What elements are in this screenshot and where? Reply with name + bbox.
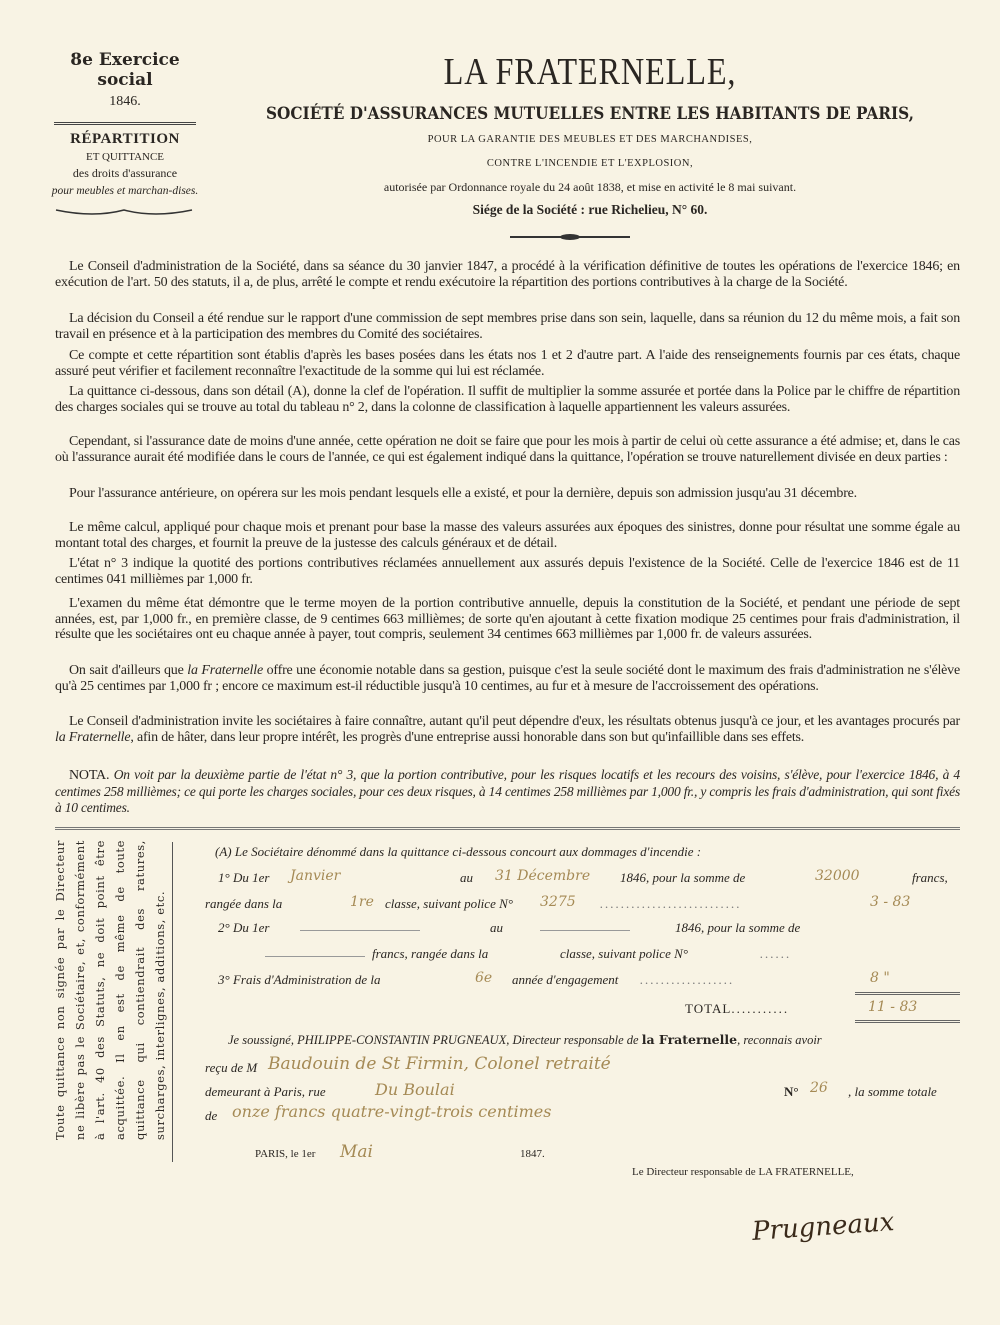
row1-sum[interactable]: 32000 xyxy=(815,868,860,884)
exercise-label: 8e Exercice social xyxy=(70,50,180,90)
row2-au: au xyxy=(490,920,503,935)
francs-label: francs, xyxy=(912,870,948,885)
paragraph-8: L'état n° 3 indique la quotité des portions contributives réclamées annuellement aux assurés depuis l'existence de la Société. Celle de l'exercice 1846 est de 11 centimes 041 millièmes par 1,000 fr. xyxy=(55,556,960,587)
vertical-rule xyxy=(172,842,173,1162)
total-rule xyxy=(855,992,960,995)
soussigne-text: Je soussigné, PHILIPPE-CONSTANTIN PRUGNEAUX, Directeur responsable de xyxy=(228,1033,639,1047)
payer-name[interactable]: Baudouin de St Firmin, Colonel retraité xyxy=(268,1054,611,1074)
header-line-2: CONTRE L'INCENDIE ET L'EXPLOSION, xyxy=(486,158,694,169)
row2-year: 1846, pour la somme de xyxy=(675,920,801,935)
paris-date-label: PARIS, le 1er xyxy=(255,1148,316,1160)
street-number[interactable]: 26 xyxy=(810,1080,828,1096)
paragraph-9: L'examen du même état démontre que le terme moyen de la portion contributive annuelle, depuis la constitution de la Société, et pendant une période de sept années, est, par 1,000 fr., en première classe, de 9 centimes 663 millièmes; de sorte qu'en ajoutant à cette fixation modique 25 centimes pour frais d'administration, il résulte que les sociétaires ont eu chaque année à payer, tout compris, seulement 34 centimes 663 millièmes par 1,000 fr. de valeurs assurées. xyxy=(55,596,960,642)
droits-text: des droits d'assurance xyxy=(72,166,178,180)
side-note: Toute quittance non signée par le Directeur ne libère pas le Sociétaire, et, conformément à l'art. 40 des Statuts, ne doit point être acquittée. Il en est de même de toute quittance qui contiendrait des ratures, surcharges, interlignes, additions, etc. xyxy=(53,840,167,1140)
total-amount[interactable]: 11 - 83 xyxy=(868,999,918,1015)
sum-in-words[interactable]: onze francs quatre-vingt-trois centimes xyxy=(232,1102,552,1121)
header-line-1: POUR LA GARANTIE DES MEUBLES ET DES MARCHANDISES, xyxy=(427,134,753,145)
paragraph-7: Le même calcul, appliqué pour chaque mois et prenant pour base la masse des valeurs assurées aux époques des sinistres, donne pour résultat une somme égale au montant total des charges, et fournit la preuve de la justesse des calculs généraux et de détail. xyxy=(55,520,960,551)
row1-year: 1846, pour la somme de xyxy=(620,870,746,885)
paragraph-10 xyxy=(55,663,960,694)
nota-text: On voit par la deuxième partie de l'état n° 3, que la portion contributive, pour les risques locatifs et les recours des voisins, s'élève, pour l'exercice 1846, à 4 centimes 258 millièmes; ce qui porte les charges sociales, pour ces deux risques, à 14 centimes 258 millièmes par 1,000 fr., y compris les frais d'administration, qui sont fixés à 10 centimes. xyxy=(55,767,960,815)
dot-leader: ........................... xyxy=(600,896,742,911)
row1-from[interactable]: Janvier xyxy=(290,868,341,884)
paragraph-5: Cependant, si l'assurance date de moins d'une année, cette opération ne doit se faire que pour les mois à partir de celui où cette assurance a été admise; et, dans le cas où l'assurance aurait été modifiée dans le cours de l'année, ce qui est également indiqué dans la quittance, l'opération se trouve naturellement divisée en deux parties : xyxy=(55,434,960,465)
company-subtitle: SOCIÉTÉ D'ASSURANCES MUTUELLES ENTRE LES HABITANTS DE PARIS, xyxy=(265,104,915,124)
text: Le Conseil d'administration invite les sociétaires à faire connaître, autant qu'il peut dépendre d'eux, les résultats obtenus jusqu'à ce jour, et les avantages procurés par xyxy=(69,714,960,729)
nota-paragraph xyxy=(55,767,960,817)
et-quittance: ET QUITTANCE xyxy=(85,151,165,163)
rangee-label: rangée dans la xyxy=(205,896,283,911)
nota-label: NOTA. xyxy=(69,768,110,783)
text: , afin de hâter, dans leur propre intérêt, les progrès d'une entreprise aussi honorable dans son but qu'infaillible dans ses effets. xyxy=(130,729,805,745)
pour-text: pour meubles et marchan-dises. xyxy=(51,185,199,197)
blank-line xyxy=(265,956,365,957)
dot-leader: ...... xyxy=(760,946,792,961)
receipt-intro: (A) Le Sociétaire dénommé dans la quittance ci-dessous concourt aux dommages d'incendie : xyxy=(215,844,702,859)
row2-francs: francs, rangée dans la xyxy=(372,946,489,961)
total-rule xyxy=(855,1020,960,1023)
reconnais-text: , reconnais avoir xyxy=(737,1033,822,1047)
director-signature: Prugneaux xyxy=(751,1207,896,1247)
divider xyxy=(54,122,196,125)
company-name: la Fraternelle xyxy=(641,1032,738,1047)
row2-classe-police: classe, suivant police N° xyxy=(560,946,688,961)
blank-line xyxy=(300,930,420,931)
paragraph-1: Le Conseil d'administration de la Société, dans sa séance du 30 janvier 1847, a procédé à la vérification définitive de toutes les opérations de l'exercice 1846; en exécution de l'art. 50 des statuts, il a, de plus, arrêté le compte et rendu exécutoire la répartition des portions contributives à la charge de la Société. xyxy=(55,259,960,290)
paragraph-11 xyxy=(55,714,960,745)
section-divider xyxy=(55,827,960,830)
text: offre une économie notable dans sa gestion, puisque c'est la seule société dont le maximum des frais d'administration ne s'élève qu'à 25 centimes par 1,000 fr ; encore ce maximum est-il réductible jusqu'à 10 centimes, au fur et à mesure de l'accroissement des opérations. xyxy=(55,663,960,694)
flourish-ornament xyxy=(54,204,194,218)
row1-class[interactable]: 1re xyxy=(350,894,374,910)
exercise-year: 1846. xyxy=(109,94,141,109)
blank-line xyxy=(540,930,630,931)
siege-address: Siége de la Société : rue Richelieu, N° 60. xyxy=(472,202,708,217)
directeur-label: Le Directeur responsable de LA FRATERNELLE, xyxy=(632,1166,854,1178)
text: On sait d'ailleurs que xyxy=(69,663,188,678)
row3-amount[interactable]: 8 " xyxy=(870,970,890,986)
total-label: TOTAL........... xyxy=(685,1001,790,1016)
number-label: N° xyxy=(784,1084,799,1099)
row3-label: 3° Frais d'Administration de la xyxy=(218,972,381,987)
demeurant-label: demeurant à Paris, rue xyxy=(205,1084,326,1099)
company-name: la Fraternelle xyxy=(55,729,131,745)
repartition-heading: RÉPARTITION xyxy=(70,131,180,147)
soussigne-line xyxy=(228,1032,822,1048)
row1-police[interactable]: 3275 xyxy=(540,894,576,910)
paragraph-6: Pour l'assurance antérieure, on opérera sur les mois pendant lesquels elle a existé, et pour la dernière, depuis son admission jusqu'au 31 décembre. xyxy=(69,486,857,501)
header-line-3: autorisée par Ordonnance royale du 24 août 1838, et mise en activité le 8 mai suivant. xyxy=(383,180,797,194)
de-label: de xyxy=(205,1108,218,1123)
company-name: la Fraternelle xyxy=(187,663,263,678)
row3-text: année d'engagement xyxy=(512,972,619,987)
row2-label: 2° Du 1er xyxy=(218,920,270,935)
classe-police-label: classe, suivant police N° xyxy=(385,896,513,911)
total-text: TOTAL xyxy=(685,1001,732,1016)
row1-amount[interactable]: 3 - 83 xyxy=(870,894,911,910)
paragraph-4: La quittance ci-dessous, dans son détail (A), donne la clef de l'opération. Il suffit de multiplier la somme assurée et portée dans la Police par le chiffre de répartition des charges sociales qui se trouve au total du tableau n° 2, dans la colonne de classification à laquelle appartiennent les valeurs assurées. xyxy=(55,384,960,415)
row3-year[interactable]: 6e xyxy=(475,970,493,986)
company-title: LA FRATERNELLE, xyxy=(443,51,737,93)
left-header xyxy=(50,50,200,223)
dot-leader: .................. xyxy=(640,972,735,987)
paragraph-3: Ce compte et cette répartition sont établis d'après les bases posées dans les états nos 1 et 2 d'autre part. A l'aide des renseignements fournis par ces états, chaque assuré peut vérifier et facilement reconnaître l'exactitude de la somme qui lui est réclamée. xyxy=(55,348,960,379)
row1-to[interactable]: 31 Décembre xyxy=(495,868,591,884)
row1-au: au xyxy=(460,870,473,885)
date-year: 1847. xyxy=(520,1148,545,1160)
somme-totale-label: , la somme totale xyxy=(848,1084,937,1099)
row1-label: 1° Du 1er xyxy=(218,870,270,885)
paragraph-2: La décision du Conseil a été rendue sur le rapport d'une commission de sept membres prise dans son sein, laquelle, dans sa réunion du 12 du même mois, a fait son travail en présence et à la participation des membres du Comité des sociétaires. xyxy=(55,311,960,342)
recu-label: reçu de M xyxy=(205,1060,258,1075)
center-ornament xyxy=(510,234,630,240)
date-month[interactable]: Mai xyxy=(340,1142,373,1162)
street-name[interactable]: Du Boulai xyxy=(375,1080,455,1099)
